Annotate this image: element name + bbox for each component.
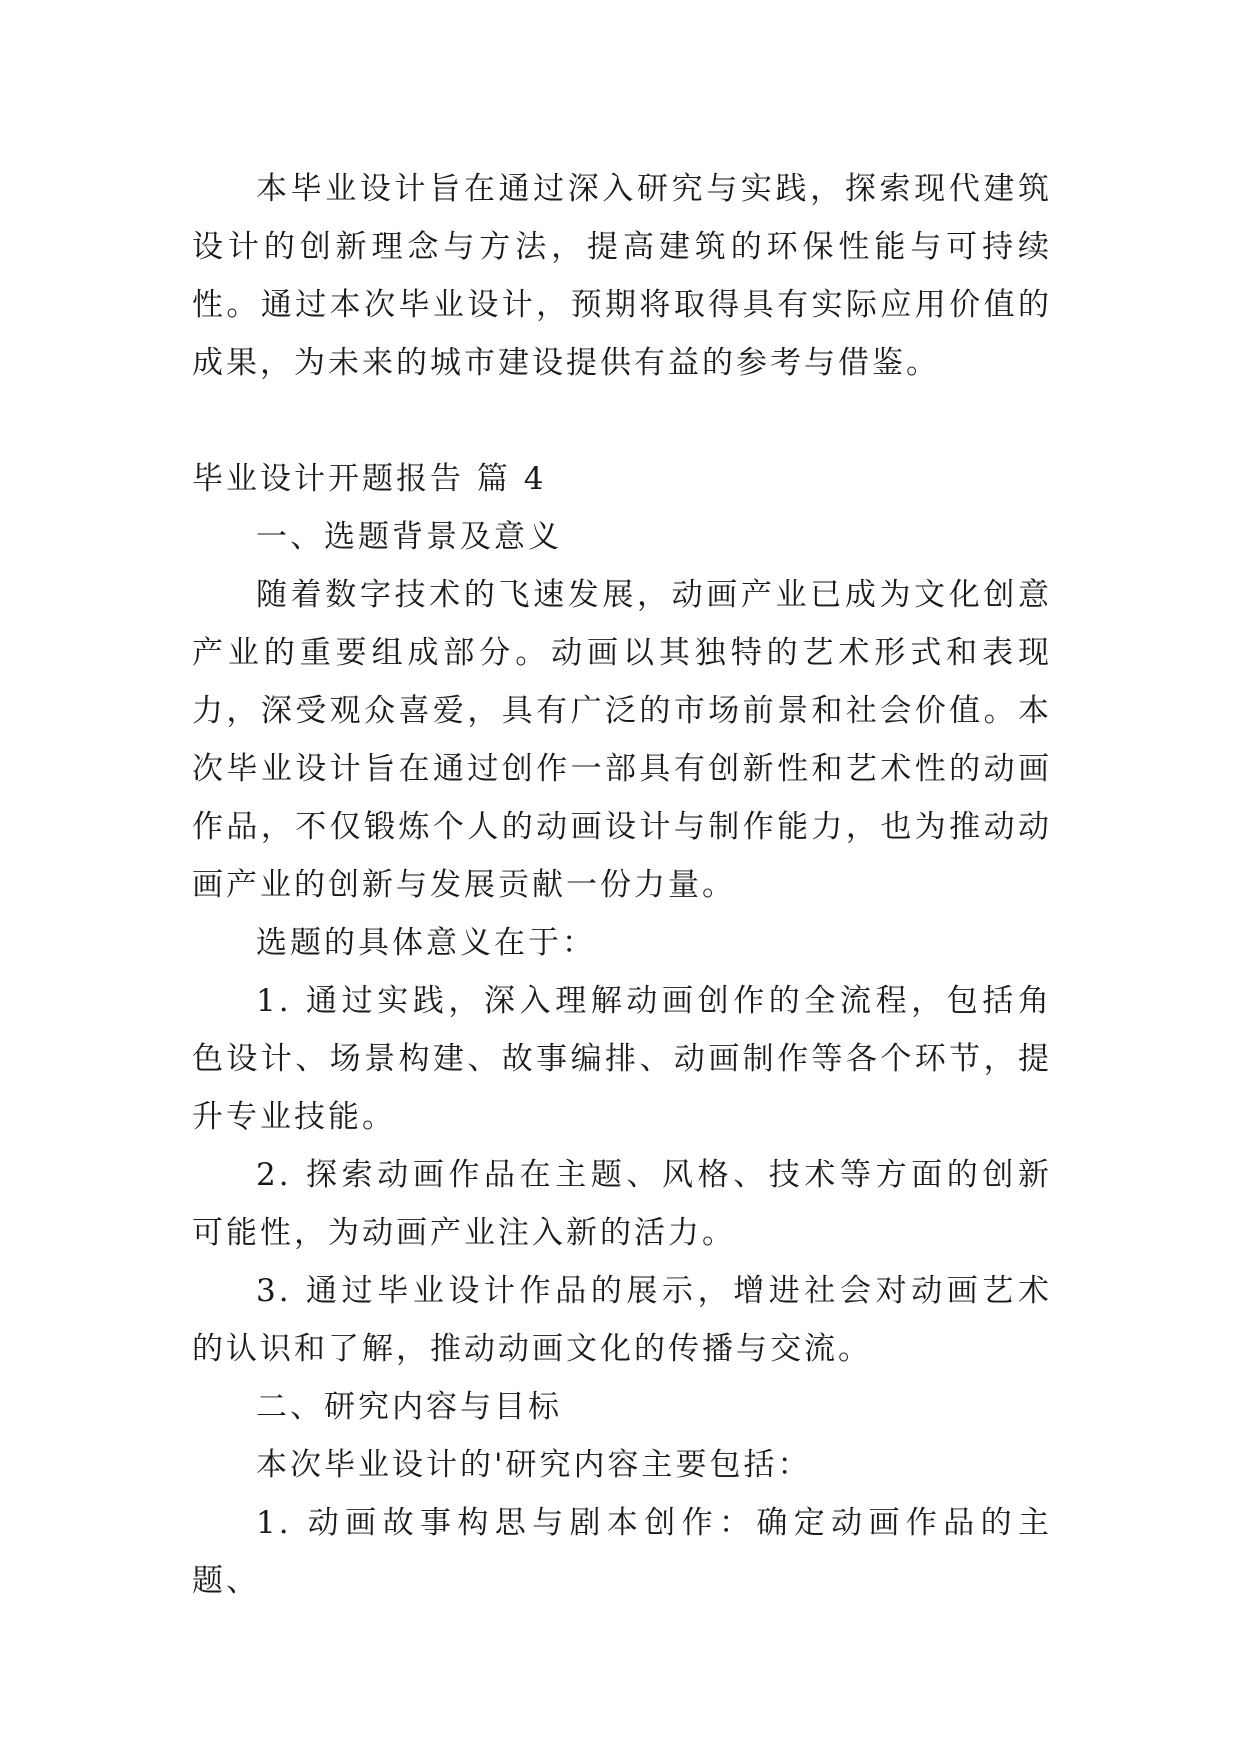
list-item-1: 1. 通过实践，深入理解动画创作的全流程，包括角色设计、场景构建、故事编排、动画制作等各个环节，提升专业技能。 (192, 983, 1052, 1135)
heading-research-content: 二、研究内容与目标 (256, 1389, 562, 1425)
paragraph-significance-intro: 选题的具体意义在于： (256, 925, 596, 961)
paragraph-background: 随着数字技术的飞速发展，动画产业已成为文化创意产业的重要组成部分。动画以其独特的艺术形式和表现力，深受观众喜爱，具有广泛的市场前景和社会价值。本次毕业设计旨在通过创作一部具有创新性和艺术性的动画作品，不仅锻炼个人的动画设计与制作能力，也为推动动画产业的创新与发展贡献一份力量。 (192, 577, 1052, 903)
document-body (192, 160, 1052, 1610)
list-item-3: 3. 通过毕业设计作品的展示，增进社会对动画艺术的认识和了解，推动动画文化的传播与交流。 (192, 1273, 1052, 1367)
paragraph-content-intro: 本次毕业设计的'研究内容主要包括： (256, 1447, 812, 1483)
content-item-1: 1. 动画故事构思与剧本创作：确定动画作品的主题、 (192, 1505, 1052, 1599)
paragraph-intro: 本毕业设计旨在通过深入研究与实践，探索现代建筑设计的创新理念与方法，提高建筑的环保性能与可持续性。通过本次毕业设计，预期将取得具有实际应用价值的成果，为未来的城市建设提供有益的参考与借鉴。 (192, 171, 1052, 381)
paragraph-gap (192, 392, 1052, 450)
list-item-2: 2. 探索动画作品在主题、风格、技术等方面的创新可能性，为动画产业注入新的活力。 (192, 1157, 1052, 1251)
section-title: 毕业设计开题报告 篇 4 (192, 461, 547, 497)
heading-background: 一、选题背景及意义 (256, 519, 562, 555)
